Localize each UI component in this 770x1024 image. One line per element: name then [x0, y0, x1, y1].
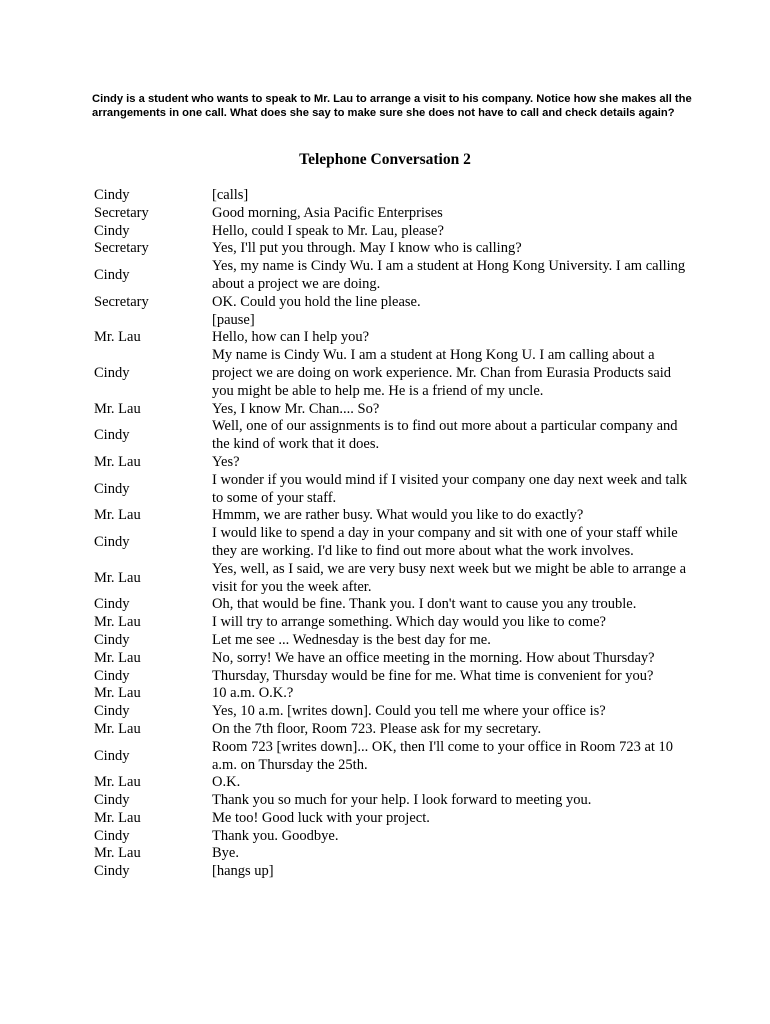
speaker-name: Mr. Lau	[94, 774, 141, 791]
speaker-name: Mr. Lau	[94, 507, 141, 524]
dialogue-turn	[94, 347, 694, 400]
speaker-name: Cindy	[94, 747, 130, 764]
dialogue-line: Well, one of our assignments is to find out more about a particular company and the kind of work that it does.	[212, 418, 678, 453]
dialogue-turn	[94, 863, 694, 881]
speaker-name: Mr. Lau	[94, 649, 141, 666]
intro-paragraph: Cindy is a student who wants to speak to Mr. Lau to arrange a visit to his company. Notice how she makes all the arrangements in one call. What does she say to make sure she does not have to call and check details again?	[92, 93, 692, 119]
dialogue-line: Hello, how can I help you?	[212, 329, 370, 346]
speaker-name: Mr. Lau	[94, 685, 141, 702]
speaker-name: Cindy	[94, 703, 130, 720]
dialogue-line: No, sorry! We have an office meeting in the morning. How about Thursday?	[212, 649, 655, 666]
dialogue-line: 10 a.m. O.K.?	[212, 685, 294, 702]
dialogue-turn	[94, 507, 694, 525]
dialogue-turn	[94, 418, 694, 454]
dialogue-turn	[94, 650, 694, 668]
dialogue-line: Room 723 [writes down]... OK, then I'll come to your office in Room 723 at 10 a.m. on Thursday the 25th.	[212, 738, 674, 773]
dialogue-turn	[94, 187, 694, 205]
dialogue-line: O.K.	[212, 774, 241, 791]
dialogue-turn	[94, 205, 694, 223]
dialogue-turn	[94, 632, 694, 650]
speaker-name: Mr. Lau	[94, 845, 141, 862]
dialogue-line: On the 7th floor, Room 723. Please ask for my secretary.	[212, 720, 542, 737]
dialogue-turn	[94, 828, 694, 846]
dialogue-line: OK. Could you hold the line please.	[212, 293, 421, 310]
dialogue-line: Yes?	[212, 453, 240, 470]
dialogue-turn	[94, 294, 694, 312]
dialogue-turn	[94, 401, 694, 419]
dialogue-line: Yes, I know Mr. Chan.... So?	[212, 400, 380, 417]
dialogue-table	[94, 187, 694, 881]
speaker-name: Cindy	[94, 792, 130, 809]
dialogue-line: Bye.	[212, 845, 239, 862]
dialogue-turn	[94, 329, 694, 347]
speaker-name: Mr. Lau	[94, 453, 141, 470]
dialogue-turn	[94, 525, 694, 561]
dialogue-turn	[94, 739, 694, 775]
dialogue-line: [calls]	[212, 187, 249, 203]
dialogue-line: Yes, 10 a.m. [writes down]. Could you tell me where your office is?	[212, 703, 606, 720]
speaker-name: Cindy	[94, 631, 130, 648]
speaker-name: Cindy	[94, 667, 130, 684]
dialogue-turn	[94, 561, 694, 597]
dialogue-turn	[94, 668, 694, 686]
dialogue-line: Oh, that would be fine. Thank you. I don't want to cause you any trouble.	[212, 596, 637, 613]
dialogue-line: My name is Cindy Wu. I am a student at Hong Kong U. I am calling about a project we are doing on work experience. Mr. Chan from Eurasia Products said you might be able to help me. He is a friend of my uncle.	[212, 347, 672, 399]
dialogue-line: Thank you. Goodbye.	[212, 827, 339, 844]
dialogue-turn	[94, 774, 694, 792]
dialogue-line: Hmmm, we are rather busy. What would you like to do exactly?	[212, 507, 584, 524]
dialogue-line: Yes, my name is Cindy Wu. I am a student at Hong Kong University. I am calling about a project we are doing.	[212, 258, 686, 292]
dialogue-turn	[94, 223, 694, 241]
dialogue-line: [hangs up]	[212, 863, 274, 880]
dialogue-line: I will try to arrange something. Which day would you like to come?	[212, 614, 606, 631]
dialogue-line: Hello, could I speak to Mr. Lau, please?	[212, 222, 444, 239]
speaker-name: Cindy	[94, 827, 130, 844]
speaker-name: Mr. Lau	[94, 809, 141, 826]
speaker-name: Mr. Lau	[94, 614, 141, 631]
dialogue-turn	[94, 240, 694, 258]
dialogue-line: Good morning, Asia Pacific Enterprises	[212, 204, 443, 221]
dialogue-line: I wonder if you would mind if I visited your company one day next week and talk to some of your staff.	[212, 471, 688, 506]
dialogue-turn	[94, 685, 694, 703]
speaker-name: Cindy	[94, 187, 130, 203]
dialogue-turn	[94, 258, 694, 294]
dialogue-turn	[94, 472, 694, 508]
dialogue-turn	[94, 312, 694, 330]
speaker-name: Cindy	[94, 534, 130, 551]
speaker-name: Secretary	[94, 240, 149, 257]
speaker-name: Secretary	[94, 293, 149, 310]
page-title: Telephone Conversation 2	[299, 151, 471, 168]
speaker-name: Cindy	[94, 863, 130, 880]
dialogue-turn	[94, 614, 694, 632]
dialogue-turn	[94, 810, 694, 828]
speaker-name: Cindy	[94, 364, 130, 381]
speaker-name: Cindy	[94, 267, 130, 284]
speaker-name: Cindy	[94, 222, 130, 239]
dialogue-line: Me too! Good luck with your project.	[212, 809, 430, 826]
speaker-name: Mr. Lau	[94, 569, 141, 586]
speaker-name: Secretary	[94, 204, 149, 221]
dialogue-turn	[94, 596, 694, 614]
dialogue-line: Let me see ... Wednesday is the best day for me.	[212, 631, 491, 648]
dialogue-turn	[94, 454, 694, 472]
dialogue-line: Thursday, Thursday would be fine for me. What time is convenient for you?	[212, 667, 654, 684]
dialogue-turn	[94, 792, 694, 810]
dialogue-turn	[94, 703, 694, 721]
dialogue-line: I would like to spend a day in your company and sit with one of your staff while they are working. I'd like to find out more about what the work involves.	[212, 525, 678, 559]
speaker-name: Cindy	[94, 596, 130, 613]
speaker-name: Mr. Lau	[94, 329, 141, 346]
dialogue-line: Yes, well, as I said, we are very busy next week but we might be able to arrange a visit for you the week after.	[212, 560, 687, 595]
dialogue-line: Thank you so much for your help. I look forward to meeting you.	[212, 792, 592, 809]
speaker-name: Cindy	[94, 480, 130, 497]
speaker-name: Mr. Lau	[94, 400, 141, 417]
dialogue-turn	[94, 845, 694, 863]
dialogue-turn	[94, 721, 694, 739]
dialogue-line: [pause]	[212, 311, 255, 328]
dialogue-line: Yes, I'll put you through. May I know who is calling?	[212, 240, 522, 257]
speaker-name: Cindy	[94, 427, 130, 444]
speaker-name: Mr. Lau	[94, 720, 141, 737]
